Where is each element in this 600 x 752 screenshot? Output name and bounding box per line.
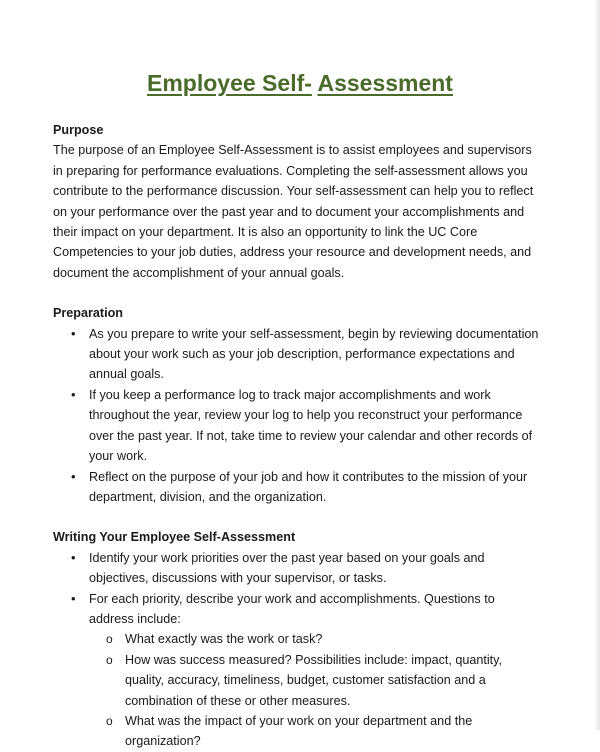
sub-list-item: o What exactly was the work or task?: [89, 629, 543, 649]
writing-sub-list: [89, 629, 543, 751]
list-item: [53, 589, 543, 752]
title-part-1: Employee Self-: [147, 70, 312, 96]
list-item-text: For each priority, describe your work and accomplishments. Questions to address include:: [89, 591, 495, 626]
page-edge-shadow: [594, 0, 600, 730]
writing-list: [53, 548, 543, 752]
title-part-2: Assessment: [317, 70, 453, 96]
sub-list-item: o What was the impact of your work on your department and the organization?: [89, 711, 543, 752]
sub-list-item: o How was success measured? Possibilities include: impact, quantity, quality, accuracy, timeliness, budget, customer satisfaction and a combination of these or other measures.: [89, 650, 543, 711]
list-item: • As you prepare to write your self-assessment, begin by reviewing documentation about your work such as your job description, performance expectations and annual goals.: [53, 324, 543, 385]
preparation-heading: Preparation: [53, 306, 123, 321]
purpose-paragraph: The purpose of an Employee Self-Assessment is to assist employees and supervisors in preparing for performance evaluations. Completing the self-assessment allows you contribute to the performance discussion. Your self-assessment can help you to reflect on your performance over the past year and to document your accomplishments and their impact on your department. It is also an opportunity to link the UC Core Competencies to your job duties, address your resource and development needs, and document the accomplishment of your annual goals.: [53, 143, 534, 280]
document-title: [0, 69, 600, 97]
purpose-heading: Purpose: [53, 123, 104, 137]
list-item: • If you keep a performance log to track major accomplishments and work throughout the year, review your log to help you reconstruct your performance over the past year. If not, take time to review your calendar and other records of your work.: [53, 385, 543, 467]
list-item: • Identify your work priorities over the past year based on your goals and objectives, discussions with your supervisor, or tasks.: [53, 548, 543, 589]
writing-heading: Writing Your Employee Self-Assessment: [53, 530, 296, 545]
list-item: • Reflect on the purpose of your job and how it contributes to the mission of your department, division, and the organization.: [53, 467, 543, 508]
preparation-list: [53, 324, 543, 508]
document-body: [53, 120, 543, 752]
